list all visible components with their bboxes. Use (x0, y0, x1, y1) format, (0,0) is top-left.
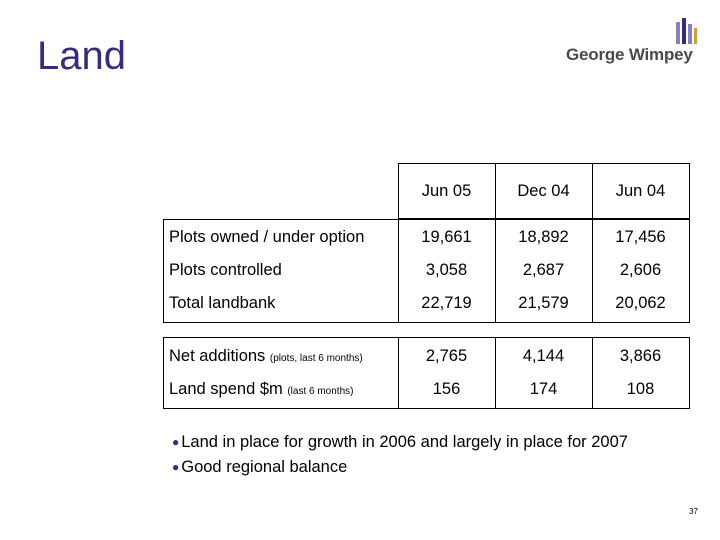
table-cell: 21,579 (518, 294, 569, 312)
table-cell: 2,687 (522, 261, 565, 279)
table-row (163, 340, 690, 373)
bullet-icon: ● (172, 460, 180, 474)
row-label: Net additions (plots, last 6 months) (169, 347, 363, 365)
table-row (163, 287, 690, 320)
row-note: (plots, last 6 months) (269, 353, 363, 364)
row-note: (last 6 months) (287, 386, 354, 397)
table-cell: 18,892 (518, 228, 569, 246)
table-row (163, 254, 690, 287)
col-header: Dec 04 (517, 182, 570, 200)
table-cell: 2,765 (425, 347, 468, 365)
row-label: Plots owned / under option (169, 228, 365, 246)
table-cell: 20,062 (615, 294, 666, 312)
table-row (163, 373, 690, 406)
row-label: Plots controlled (169, 261, 282, 279)
logo-text: George Wimpey (566, 45, 693, 64)
table-cell: 3,866 (619, 347, 662, 365)
table-cell: 174 (529, 380, 558, 398)
bullet-item: ● Good regional balance (172, 458, 348, 476)
table-cell: 4,144 (522, 347, 565, 365)
row-label: Land spend $m (last 6 months) (169, 380, 354, 398)
table-cell: 156 (432, 380, 461, 398)
bullet-item: ● Land in place for growth in 2006 and largely in place for 2007 (172, 433, 628, 451)
table-cell: 3,058 (425, 261, 468, 279)
bullet-list (172, 430, 628, 480)
table-cell: 108 (626, 380, 655, 398)
logo-bars-icon (676, 18, 698, 48)
table-cell: 22,719 (421, 294, 472, 312)
col-header: Jun 05 (421, 182, 472, 200)
col-header: Jun 04 (615, 182, 666, 200)
table-cell: 17,456 (615, 228, 666, 246)
page-number: 37 (689, 507, 698, 516)
table-cell: 19,661 (421, 228, 472, 246)
company-logo (566, 18, 696, 72)
row-label: Total landbank (169, 294, 276, 312)
header-row (163, 173, 690, 209)
slide-title: Land (37, 34, 126, 78)
table-row (163, 221, 690, 254)
table-cell: 2,606 (619, 261, 662, 279)
bullet-icon: ● (172, 435, 180, 449)
